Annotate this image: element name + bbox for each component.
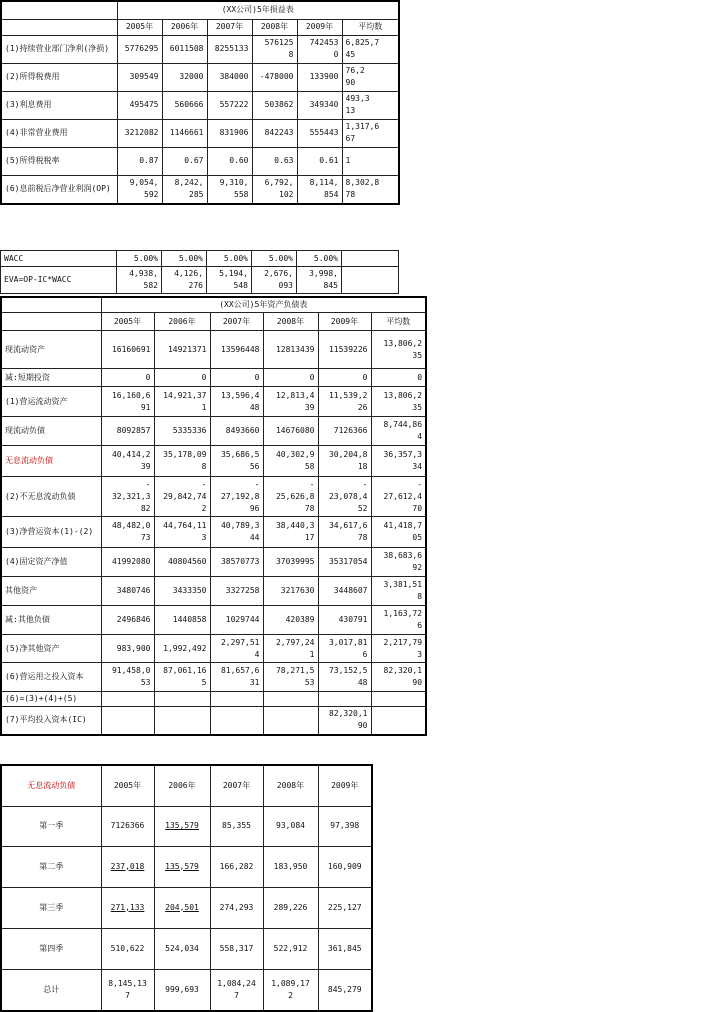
value-cell — [371, 692, 426, 707]
value-cell: 2,676, 093 — [252, 267, 297, 294]
value-cell: 82,320,1 90 — [371, 663, 426, 692]
value-cell: 3480746 — [101, 577, 154, 606]
value-cell: 495475 — [117, 91, 162, 119]
value-cell: 8493660 — [210, 417, 263, 446]
value-cell: 160,909 — [318, 846, 372, 887]
value-cell: 0.87 — [117, 147, 162, 175]
value-cell: 1146661 — [162, 119, 207, 147]
quarterly-liabilities-table — [0, 764, 373, 1012]
value-cell: 3212082 — [117, 119, 162, 147]
value-cell: 420389 — [263, 606, 318, 635]
row-label: 总计 — [1, 969, 101, 1011]
row-label: (3)利息费用 — [1, 91, 117, 119]
year-header: 2008年 — [252, 19, 297, 35]
value-cell: 5.00% — [162, 251, 207, 267]
row-label: (6)营运用之投入资本 — [1, 663, 101, 692]
value-cell: 73,152,5 48 — [318, 663, 371, 692]
year-header: 2006年 — [154, 765, 210, 806]
value-cell: 1 — [342, 147, 399, 175]
wacc-table — [0, 250, 399, 294]
row-label: 现流动负债 — [1, 417, 101, 446]
liab-row — [1, 806, 372, 846]
value-cell: 9,310, 558 — [207, 175, 252, 204]
value-cell: 16160691 — [101, 331, 154, 369]
value-cell — [154, 846, 210, 887]
value-cell: 3,017,81 6 — [318, 635, 371, 663]
value-cell: 1,317,6 67 — [342, 119, 399, 147]
value-cell: 2,217,79 3 — [371, 635, 426, 663]
value-cell: - 32,321,3 82 — [101, 477, 154, 517]
value-cell: 14,921,37 1 — [154, 387, 210, 417]
row-label: 第三季 — [1, 887, 101, 928]
value-cell: 14921371 — [154, 331, 210, 369]
blank-cell — [1, 313, 101, 331]
year-header: 2008年 — [263, 313, 318, 331]
value-cell: 522,912 — [263, 928, 318, 969]
value-cell: 81,657,6 31 — [210, 663, 263, 692]
year-header: 2009年 — [297, 19, 342, 35]
value-cell: 983,900 — [101, 635, 154, 663]
row-label: (1)营运流动资产 — [1, 387, 101, 417]
row-label: (2)所得税费用 — [1, 63, 117, 91]
year-header: 2007年 — [207, 19, 252, 35]
liab-row — [1, 846, 372, 887]
value-cell: 2,297,51 4 — [210, 635, 263, 663]
value-cell: 91,458,0 53 — [101, 663, 154, 692]
row-label: (1)持续营业部门净利(净损) — [1, 35, 117, 63]
balance-row — [1, 548, 426, 577]
value-cell — [101, 887, 154, 928]
underlined-value: 135,579 — [165, 861, 199, 871]
value-cell: 35,178,09 8 — [154, 446, 210, 477]
balance-row — [1, 369, 426, 387]
value-cell: 742453 0 — [297, 35, 342, 63]
value-cell: 30,204,8 18 — [318, 446, 371, 477]
value-cell: 3217630 — [263, 577, 318, 606]
year-header: 2007年 — [210, 313, 263, 331]
value-cell: 44,764,11 3 — [154, 517, 210, 548]
value-cell: 557222 — [207, 91, 252, 119]
row-label: (6)=(3)+(4)+(5) — [1, 692, 101, 707]
value-cell: 6011508 — [162, 35, 207, 63]
value-cell: 361,845 — [318, 928, 372, 969]
value-cell: 8,145,13 7 — [101, 969, 154, 1011]
value-cell: 0 — [101, 369, 154, 387]
blank-cell — [1, 297, 101, 313]
value-cell: 503862 — [252, 91, 297, 119]
value-cell: 11,539,2 26 — [318, 387, 371, 417]
row-label: 现流动资产 — [1, 331, 101, 369]
value-cell: 225,127 — [318, 887, 372, 928]
value-cell: 2,797,24 1 — [263, 635, 318, 663]
value-cell: 274,293 — [210, 887, 263, 928]
value-cell — [154, 806, 210, 846]
value-cell — [154, 692, 210, 707]
row-label: (4)非常营业费用 — [1, 119, 117, 147]
value-cell: 0 — [371, 369, 426, 387]
underlined-value: 237,018 — [110, 861, 145, 871]
row-label: 无息流动负债 — [1, 446, 101, 477]
value-cell: - 27,612,4 70 — [371, 477, 426, 517]
value-cell: 40,302,9 58 — [263, 446, 318, 477]
value-cell: 38,683,6 92 — [371, 548, 426, 577]
balance-row — [1, 387, 426, 417]
wacc-row — [1, 251, 399, 267]
year-header: 平均数 — [371, 313, 426, 331]
liab-row — [1, 928, 372, 969]
value-cell: - 27,192,8 96 — [210, 477, 263, 517]
value-cell — [210, 692, 263, 707]
income-title: (XX公司)5年损益表 — [117, 1, 399, 19]
value-cell: 8,114, 854 — [297, 175, 342, 204]
value-cell: 13,806,2 35 — [371, 331, 426, 369]
value-cell: 430791 — [318, 606, 371, 635]
value-cell: 13596448 — [210, 331, 263, 369]
value-cell: - 23,078,4 52 — [318, 477, 371, 517]
value-cell — [342, 251, 399, 267]
balance-row — [1, 663, 426, 692]
value-cell: 35317054 — [318, 548, 371, 577]
row-label: (4)固定资产净值 — [1, 548, 101, 577]
value-cell — [263, 692, 318, 707]
value-cell: 384000 — [207, 63, 252, 91]
balance-row — [1, 446, 426, 477]
year-header: 2006年 — [154, 313, 210, 331]
income-row — [1, 35, 399, 63]
value-cell: 13,806,2 35 — [371, 387, 426, 417]
underlined-value: 135,579 — [165, 821, 199, 830]
value-cell: 82,320,1 90 — [318, 707, 371, 735]
value-cell: 5335336 — [154, 417, 210, 446]
value-cell: 0.67 — [162, 147, 207, 175]
blank-cell — [1, 19, 117, 35]
value-cell: 85,355 — [210, 806, 263, 846]
value-cell: 97,398 — [318, 806, 372, 846]
value-cell — [101, 707, 154, 735]
row-label: (2)不无息流动负债 — [1, 477, 101, 517]
underlined-value: 271,133 — [110, 902, 145, 912]
balance-title: (XX公司)5年资产负债表 — [101, 297, 426, 313]
balance-row — [1, 692, 426, 707]
value-cell: 1,084,24 7 — [210, 969, 263, 1011]
balance-row — [1, 577, 426, 606]
value-cell: 9,054, 592 — [117, 175, 162, 204]
value-cell: 0 — [318, 369, 371, 387]
value-cell: -478000 — [252, 63, 297, 91]
value-cell: 2496846 — [101, 606, 154, 635]
wacc-row — [1, 267, 399, 294]
row-label: EVA=OP-IC*WACC — [1, 267, 117, 294]
row-label: (3)净营运资本(1)-(2) — [1, 517, 101, 548]
income-row — [1, 147, 399, 175]
row-label: (5)净其他资产 — [1, 635, 101, 663]
value-cell: 4,938, 582 — [117, 267, 162, 294]
value-cell: 0 — [154, 369, 210, 387]
income-statement-table — [0, 0, 400, 205]
income-row — [1, 175, 399, 204]
value-cell: 510,622 — [101, 928, 154, 969]
value-cell: 5.00% — [207, 251, 252, 267]
value-cell: 3448607 — [318, 577, 371, 606]
value-cell — [101, 692, 154, 707]
row-label: 其他资产 — [1, 577, 101, 606]
row-label: WACC — [1, 251, 117, 267]
value-cell — [210, 707, 263, 735]
value-cell: 76,2 90 — [342, 63, 399, 91]
value-cell: 576125 8 — [252, 35, 297, 63]
value-cell: 48,482,0 73 — [101, 517, 154, 548]
balance-row — [1, 707, 426, 735]
row-label: 第一季 — [1, 806, 101, 846]
value-cell: 40804560 — [154, 548, 210, 577]
value-cell: 16,160,6 91 — [101, 387, 154, 417]
underlined-value: 204,501 — [165, 902, 199, 912]
value-cell — [318, 692, 371, 707]
value-cell: 87,061,16 5 — [154, 663, 210, 692]
value-cell: 41992080 — [101, 548, 154, 577]
value-cell: 5776295 — [117, 35, 162, 63]
value-cell: 0.63 — [252, 147, 297, 175]
value-cell: 6,825,7 45 — [342, 35, 399, 63]
value-cell — [101, 846, 154, 887]
value-cell: 6,792, 102 — [252, 175, 297, 204]
balance-sheet-table — [0, 296, 427, 736]
value-cell: 555443 — [297, 119, 342, 147]
balance-row — [1, 517, 426, 548]
balance-row — [1, 417, 426, 446]
value-cell: 166,282 — [210, 846, 263, 887]
value-cell: 524,034 — [154, 928, 210, 969]
value-cell: 8,744,86 4 — [371, 417, 426, 446]
value-cell — [371, 707, 426, 735]
value-cell: 831906 — [207, 119, 252, 147]
value-cell: 1,089,17 2 — [263, 969, 318, 1011]
value-cell: 38,440,3 17 — [263, 517, 318, 548]
value-cell: 0.61 — [297, 147, 342, 175]
value-cell: 133900 — [297, 63, 342, 91]
value-cell: 5.00% — [117, 251, 162, 267]
value-cell: 38570773 — [210, 548, 263, 577]
value-cell: 1,992,492 — [154, 635, 210, 663]
value-cell: 5.00% — [297, 251, 342, 267]
value-cell: 309549 — [117, 63, 162, 91]
value-cell — [154, 887, 210, 928]
value-cell: 12813439 — [263, 331, 318, 369]
value-cell: 8,302,8 78 — [342, 175, 399, 204]
row-label: 减:短期投资 — [1, 369, 101, 387]
value-cell: 1,163,72 6 — [371, 606, 426, 635]
value-cell: 8092857 — [101, 417, 154, 446]
value-cell: 289,226 — [263, 887, 318, 928]
value-cell — [342, 267, 399, 294]
value-cell: 183,950 — [263, 846, 318, 887]
year-header: 2007年 — [210, 765, 263, 806]
value-cell: 0.60 — [207, 147, 252, 175]
value-cell — [154, 707, 210, 735]
value-cell — [263, 707, 318, 735]
value-cell: 0 — [210, 369, 263, 387]
year-header: 2005年 — [101, 765, 154, 806]
value-cell: 4,126, 276 — [162, 267, 207, 294]
value-cell: 34,617,6 78 — [318, 517, 371, 548]
year-header: 2005年 — [117, 19, 162, 35]
value-cell: 493,3 13 — [342, 91, 399, 119]
balance-row — [1, 606, 426, 635]
value-cell: 32000 — [162, 63, 207, 91]
value-cell: 37039995 — [263, 548, 318, 577]
year-header: 2005年 — [101, 313, 154, 331]
value-cell: 13,596,4 48 — [210, 387, 263, 417]
value-cell: 93,084 — [263, 806, 318, 846]
row-label: (7)平均投入资本(IC) — [1, 707, 101, 735]
blank-cell — [1, 1, 117, 19]
value-cell: 5,194, 548 — [207, 267, 252, 294]
balance-row — [1, 635, 426, 663]
row-label: (6)息前税后净营业利润(OP) — [1, 175, 117, 204]
value-cell: 999,693 — [154, 969, 210, 1011]
value-cell: 5.00% — [252, 251, 297, 267]
income-row — [1, 119, 399, 147]
year-header: 2009年 — [318, 765, 372, 806]
value-cell: 40,789,3 44 — [210, 517, 263, 548]
value-cell: 349340 — [297, 91, 342, 119]
value-cell: 3327258 — [210, 577, 263, 606]
value-cell: 0 — [263, 369, 318, 387]
value-cell: 40,414,2 39 — [101, 446, 154, 477]
value-cell: 8,242, 285 — [162, 175, 207, 204]
value-cell: 7126366 — [318, 417, 371, 446]
liab-row — [1, 969, 372, 1011]
income-row — [1, 91, 399, 119]
value-cell: 12,813,4 39 — [263, 387, 318, 417]
value-cell: 35,686,5 56 — [210, 446, 263, 477]
value-cell: 560666 — [162, 91, 207, 119]
value-cell: 3,998, 845 — [297, 267, 342, 294]
liab-row — [1, 887, 372, 928]
value-cell: 11539226 — [318, 331, 371, 369]
balance-row — [1, 331, 426, 369]
row-label: 第四季 — [1, 928, 101, 969]
year-header: 2006年 — [162, 19, 207, 35]
value-cell: 842243 — [252, 119, 297, 147]
value-cell: 3433350 — [154, 577, 210, 606]
year-header: 2008年 — [263, 765, 318, 806]
value-cell: 41,418,7 05 — [371, 517, 426, 548]
value-cell: - 29,842,74 2 — [154, 477, 210, 517]
value-cell: 14676080 — [263, 417, 318, 446]
year-header: 2009年 — [318, 313, 371, 331]
value-cell: 78,271,5 53 — [263, 663, 318, 692]
value-cell: 1029744 — [210, 606, 263, 635]
year-header: 平均数 — [342, 19, 399, 35]
value-cell: 36,357,3 34 — [371, 446, 426, 477]
value-cell: 558,317 — [210, 928, 263, 969]
value-cell: 845,279 — [318, 969, 372, 1011]
value-cell: 3,381,51 8 — [371, 577, 426, 606]
income-row — [1, 63, 399, 91]
row-label: 减:其他负债 — [1, 606, 101, 635]
row-label: (5)所得税税率 — [1, 147, 117, 175]
value-cell: 8255133 — [207, 35, 252, 63]
value-cell: - 25,626,8 78 — [263, 477, 318, 517]
balance-row — [1, 477, 426, 517]
row-label: 第二季 — [1, 846, 101, 887]
liab-header: 无息流动负债 — [1, 765, 101, 806]
value-cell: 1440858 — [154, 606, 210, 635]
value-cell: 7126366 — [101, 806, 154, 846]
